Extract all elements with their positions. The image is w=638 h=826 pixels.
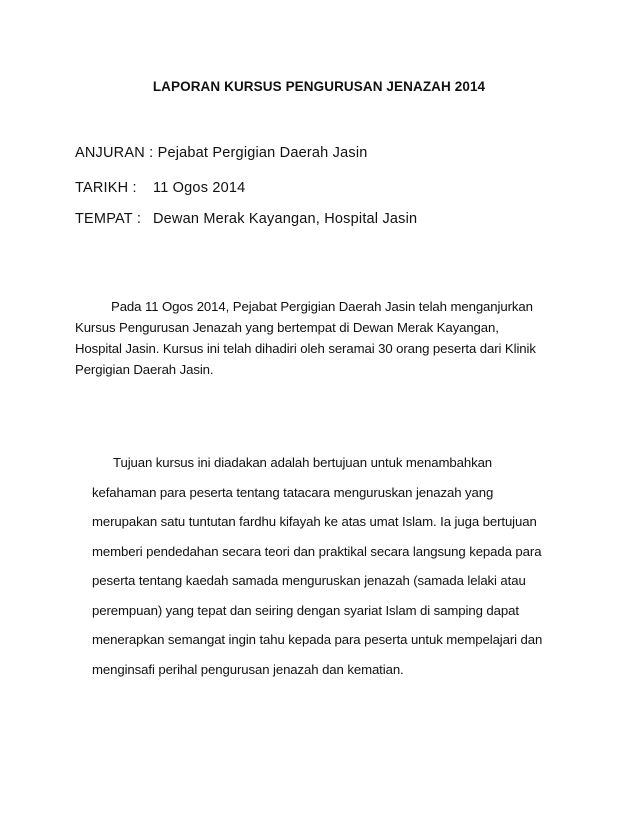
paragraph-line: menerapkan semangat ingin tahu kepada para peserta untuk mempelajari dan bbox=[92, 632, 543, 647]
paragraph-line: peserta tentang kaedah samada menguruskan jenazah (samada lelaki atau bbox=[92, 573, 526, 588]
anjuran-row bbox=[75, 145, 368, 161]
paragraph-line: kefahaman para peserta tentang tatacara menguruskan jenazah yang bbox=[92, 484, 494, 500]
paragraph-line: Kursus Pengurusan Jenazah yang bertempat di Dewan Merak Kayangan, bbox=[75, 320, 499, 335]
paragraph-line: Pergigian Daerah Jasin. bbox=[75, 362, 214, 377]
paragraph-line: Hospital Jasin. Kursus ini telah dihadiri oleh seramai 30 orang peserta dari Klinik bbox=[75, 341, 536, 356]
tarikh-label: TARIKH : bbox=[75, 180, 137, 196]
tarikh-row bbox=[75, 180, 246, 196]
tempat-row bbox=[75, 211, 418, 227]
paragraph-line: Tujuan kursus ini diadakan adalah bertujuan untuk menambahkan bbox=[113, 455, 493, 470]
paragraph-line: perempuan) yang tepat dan seiring dengan syariat Islam di samping dapat bbox=[92, 602, 519, 618]
paragraph-line: Pada 11 Ogos 2014, Pejabat Pergigian Daerah Jasin telah menganjurkan bbox=[111, 299, 533, 314]
paragraph-introduction bbox=[75, 296, 536, 380]
paragraph-objective bbox=[92, 448, 542, 684]
tarikh-value: 11 Ogos 2014 bbox=[153, 180, 246, 196]
paragraph-line: merupakan satu tuntutan fardhu kifayah ke atas umat Islam. Ia juga bertujuan bbox=[92, 514, 537, 529]
paragraph-line: memberi pendedahan secara teori dan praktikal secara langsung kepada para bbox=[92, 543, 542, 559]
report-title: LAPORAN KURSUS PENGURUSAN JENAZAH 2014 bbox=[152, 79, 486, 94]
anjuran-label: ANJURAN : bbox=[75, 145, 154, 161]
tempat-label: TEMPAT : bbox=[75, 211, 142, 227]
anjuran-value: Pejabat Pergigian Daerah Jasin bbox=[157, 145, 368, 161]
tempat-value: Dewan Merak Kayangan, Hospital Jasin bbox=[153, 211, 418, 227]
paragraph-line: menginsafi perihal pengurusan jenazah dan kematian. bbox=[92, 661, 404, 677]
